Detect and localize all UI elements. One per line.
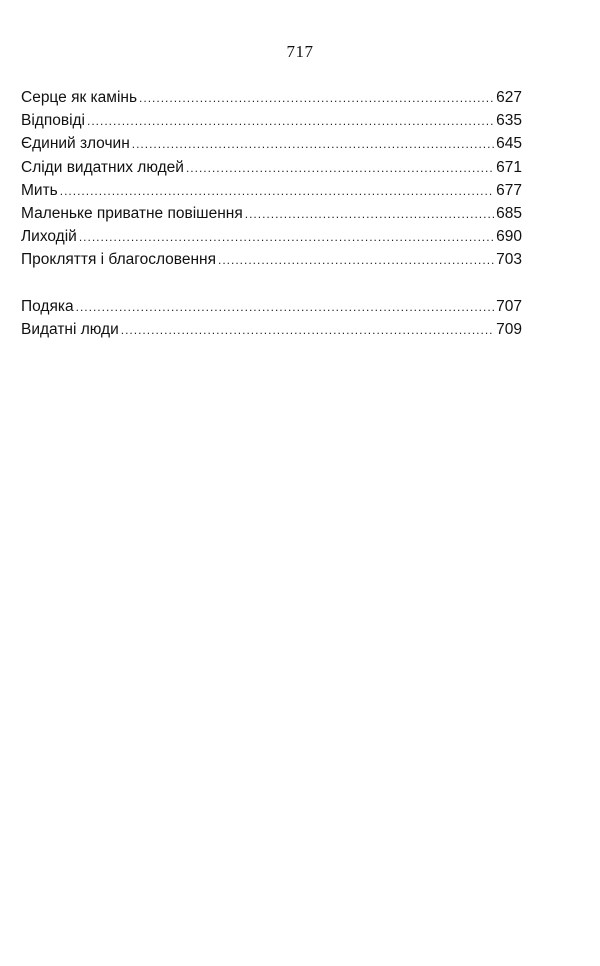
toc-entry-page: 685 — [496, 204, 522, 222]
toc-entry-title: Прокляття і благословення — [21, 251, 216, 269]
toc-entry — [21, 318, 522, 341]
toc-entry — [21, 248, 522, 271]
toc-entry — [21, 86, 522, 109]
toc-entry-page: 645 — [496, 135, 522, 153]
toc-entry-page: 707 — [496, 297, 522, 315]
dot-leader — [139, 87, 494, 110]
toc-entry-page: 627 — [496, 89, 522, 106]
dot-leader — [186, 157, 494, 180]
toc-entry-title: Лиходій — [21, 228, 77, 246]
toc-entry-title: Маленьке приватне повішення — [21, 204, 243, 222]
table-of-contents — [21, 86, 522, 341]
toc-entry-page: 690 — [496, 228, 522, 246]
toc-entry-title: Видатні люди — [21, 320, 119, 338]
toc-entry-page: 671 — [496, 158, 522, 176]
toc-entry — [21, 156, 522, 179]
toc-entry-title: Сліди видатних людей — [21, 158, 184, 176]
dot-leader — [79, 226, 494, 249]
dot-leader — [245, 203, 494, 226]
dot-leader — [76, 296, 495, 319]
dot-leader — [132, 133, 494, 156]
toc-group-chapters — [21, 86, 522, 272]
dot-leader — [218, 249, 494, 272]
toc-entry-title: Відповіді — [21, 112, 86, 130]
page-number: 717 — [286, 42, 314, 61]
dot-leader — [87, 110, 494, 133]
toc-entry — [21, 225, 522, 248]
dot-leader — [121, 319, 494, 342]
toc-entry-page: 635 — [496, 112, 522, 130]
toc-entry-page: 703 — [496, 251, 522, 269]
dot-leader — [60, 180, 494, 203]
toc-entry-title: Мить — [21, 181, 58, 199]
toc-group-backmatter — [21, 295, 522, 341]
toc-entry-title: Єдиний злочин — [21, 135, 130, 153]
toc-entry — [21, 109, 522, 132]
toc-entry-title: Серце як камінь — [21, 89, 138, 106]
toc-entry — [21, 132, 522, 155]
toc-entry — [21, 202, 522, 225]
toc-entry — [21, 179, 522, 202]
toc-entry-title: Подяка — [21, 297, 74, 315]
toc-entry — [21, 295, 522, 318]
toc-entry-page: 709 — [496, 320, 522, 338]
toc-entry-page: 677 — [496, 181, 522, 199]
